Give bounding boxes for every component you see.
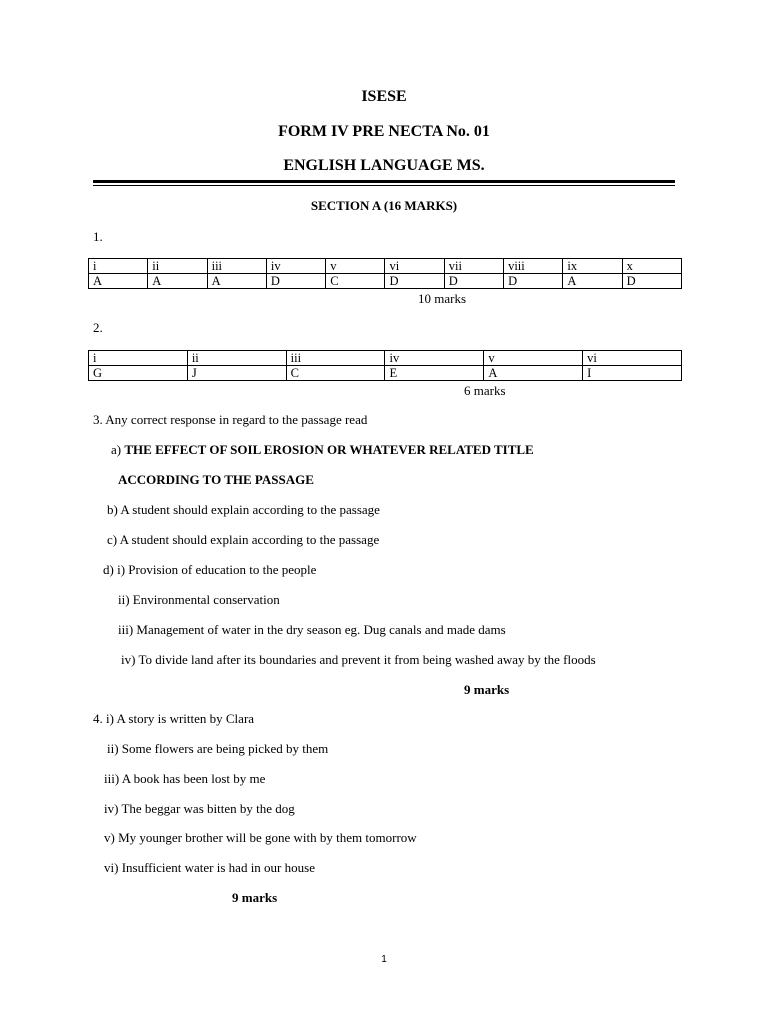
q1-answer-cell: A [207, 274, 266, 289]
q3-a-prefix: a) [111, 442, 122, 457]
q1-marks: 10 marks [418, 291, 467, 306]
q4-ii: ii) Some flowers are being picked by them [107, 741, 329, 756]
q1-col-header: ii [148, 259, 207, 274]
table-row [89, 259, 682, 274]
q2-answer-cell: J [187, 366, 286, 381]
q2-answer-cell: I [583, 366, 682, 381]
q1-answer-cell: C [326, 274, 385, 289]
q1-answer-cell: A [563, 274, 622, 289]
table-row [89, 274, 682, 289]
q3-a-answer-line1: THE EFFECT OF SOIL EROSION OR WHATEVER RELATED TITLE [124, 442, 534, 457]
q4-vi: vi) Insufficient water is had in our house [104, 860, 315, 875]
q4-marks: 9 marks [232, 890, 278, 905]
header-rule-thick [93, 180, 675, 183]
q3-marks: 9 marks [464, 682, 510, 697]
q1-number: 1. [93, 229, 103, 244]
q2-answer-cell: A [484, 366, 583, 381]
q4-v: v) My younger brother will be gone with by them tomorrow [104, 830, 417, 845]
q1-col-header: iv [266, 259, 325, 274]
q3-a [111, 442, 534, 458]
q2-answer-cell: C [286, 366, 385, 381]
q2-answer-table [88, 350, 682, 381]
q2-col-header: iii [286, 351, 385, 366]
q1-answer-cell: A [89, 274, 148, 289]
q3-d-ii: ii) Environmental conservation [118, 592, 280, 607]
q2-col-header: i [89, 351, 188, 366]
q1-answer-cell: A [148, 274, 207, 289]
q1-answer-cell: D [622, 274, 681, 289]
page-number: 1 [381, 954, 387, 965]
exam-title: FORM IV PRE NECTA No. 01 [278, 123, 490, 140]
q1-col-header: viii [504, 259, 563, 274]
q1-col-header: x [622, 259, 681, 274]
q1-answer-cell: D [385, 274, 444, 289]
q1-col-header: iii [207, 259, 266, 274]
q1-col-header: i [89, 259, 148, 274]
q3-d-iii: iii) Management of water in the dry season eg. Dug canals and made dams [118, 622, 506, 637]
q3-a-answer-line2: ACCORDING TO THE PASSAGE [118, 472, 314, 487]
q1-col-header: vi [385, 259, 444, 274]
q1-answer-cell: D [444, 274, 503, 289]
q2-col-header: vi [583, 351, 682, 366]
q3-c: c) A student should explain according to the passage [107, 532, 380, 547]
q4-iv: iv) The beggar was bitten by the dog [104, 801, 295, 816]
q2-col-header: ii [187, 351, 286, 366]
q1-answer-cell: D [266, 274, 325, 289]
q1-col-header: vii [444, 259, 503, 274]
q3-b: b) A student should explain according to the passage [107, 502, 380, 517]
q2-answer-cell: G [89, 366, 188, 381]
q2-col-header: iv [385, 351, 484, 366]
q3-d-i: d) i) Provision of education to the people [103, 562, 317, 577]
q4-iii: iii) A book has been lost by me [104, 771, 266, 786]
table-row [89, 351, 682, 366]
q3-intro: 3. Any correct response in regard to the passage read [93, 412, 368, 427]
subject-title: ENGLISH LANGUAGE MS. [283, 157, 485, 174]
q2-answer-cell: E [385, 366, 484, 381]
header-rule-thin [93, 185, 675, 186]
q1-col-header: v [326, 259, 385, 274]
q1-answer-cell: D [504, 274, 563, 289]
q1-answer-table [88, 258, 682, 289]
q3-d-iv: iv) To divide land after its boundaries and prevent it from being washed away by the floods [121, 652, 596, 667]
q2-marks: 6 marks [464, 383, 506, 398]
table-row [89, 366, 682, 381]
q2-number: 2. [93, 320, 103, 335]
section-a-heading: SECTION A (16 MARKS) [310, 198, 458, 213]
school-name: ISESE [361, 88, 407, 105]
q1-col-header: ix [563, 259, 622, 274]
q4-i: 4. i) A story is written by Clara [93, 711, 255, 726]
q2-col-header: v [484, 351, 583, 366]
